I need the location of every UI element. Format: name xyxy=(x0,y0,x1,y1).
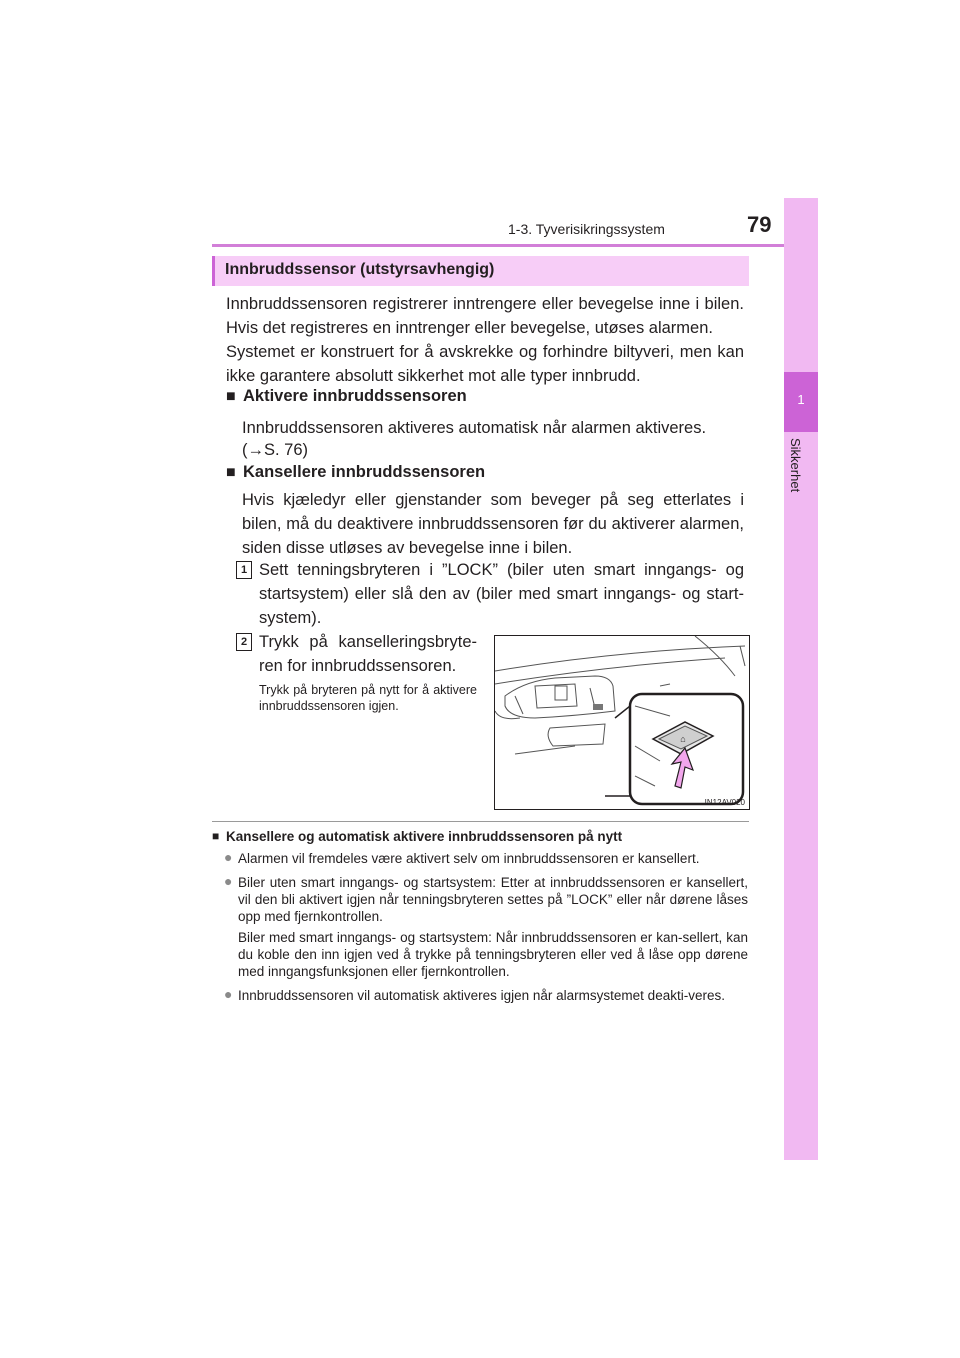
step-note: Trykk på bryteren på nytt for å aktivere innbruddssensoren igjen. xyxy=(259,683,477,713)
step-text: Trykk på kanselleringsbryte-ren for innbruddssensoren. xyxy=(259,633,477,675)
bullet-icon: ● xyxy=(224,986,233,1002)
bullet-icon: ● xyxy=(224,849,233,865)
section-title: Innbruddssensor (utstyrsavhengig) xyxy=(225,261,495,278)
note-item: Innbruddssensoren vil automatisk aktiveres igjen når alarmsystemet deakti-veres. xyxy=(238,988,725,1003)
square-marker: ■ xyxy=(226,464,236,481)
activate-ref: (→S. 76) xyxy=(242,441,309,459)
intro-paragraph: Systemet er konstruert for å avskrekke og forhindre biltyveri, men kan ikke garantere absolutt sikkerhet mot alle typer innbrudd. xyxy=(226,343,744,385)
chapter-side-tab xyxy=(784,198,818,1160)
car-wave-icon: ⌂ xyxy=(680,734,686,744)
square-marker: ■ xyxy=(226,388,236,405)
activate-text: Innbruddssensoren aktiveres automatisk når alarmen aktiveres. xyxy=(242,419,707,437)
chapter-label: Sikkerhet xyxy=(788,438,803,493)
cancel-text: Hvis kjæledyr eller gjenstander som beveger på seg etterlates i bilen, må du deaktivere innbruddssensoren før du aktiverer alarmen, siden disse utløses av bevegelse inne i bilen. xyxy=(242,491,744,557)
note-item: Biler uten smart inngangs- og startsystem: Etter at innbruddssensoren er kansellert, vil den bli aktivert igjen når tenningsbryteren settes på ”LOCK” eller når dørene låses opp med fjernkontrollen. xyxy=(238,875,748,924)
header-section: 1-3. Tyverisikringssystem xyxy=(508,221,665,237)
figure-caption: IN12AV020 xyxy=(704,798,745,807)
note-subparagraph: Biler med smart inngangs- og startsystem: Når innbruddssensoren er kan-sellert, kan du koble den inn igjen ved å trykke på tenningsbryteren eller ved å låse opp dørene med inngangsfunksjonen eller fjernkontrollen. xyxy=(238,930,748,979)
step-text: Sett tenningsbryteren i ”LOCK” (biler uten smart inngangs- og startsystem) eller slå den av (biler med smart inngangs- og start-system). xyxy=(259,561,744,627)
section-title-bar xyxy=(212,256,749,286)
square-marker: ■ xyxy=(212,829,220,843)
chapter-number: 1 xyxy=(797,392,805,407)
notes-divider xyxy=(212,821,749,822)
activate-title: Aktivere innbruddssensoren xyxy=(243,387,467,405)
step-number-box: 1 xyxy=(236,561,252,579)
bullet-icon: ● xyxy=(224,873,233,889)
note-item: Alarmen vil fremdeles være aktivert selv om innbruddssensoren er kansellert. xyxy=(238,851,700,866)
illustration-frame xyxy=(494,635,750,810)
notes-title: Kansellere og automatisk aktivere innbruddssensoren på nytt xyxy=(226,829,623,844)
header-rule xyxy=(212,244,818,247)
page-number: 79 xyxy=(747,212,772,237)
cancel-title: Kansellere innbruddssensoren xyxy=(243,463,486,481)
overhead-console-illustration xyxy=(495,636,749,809)
step-number-box: 2 xyxy=(236,633,252,651)
intro-paragraph: Innbruddssensoren registrerer inntrengere eller bevegelse inne i bilen. Hvis det registreres en inntrenger eller bevegelse, utøses alarmen. xyxy=(226,295,744,337)
